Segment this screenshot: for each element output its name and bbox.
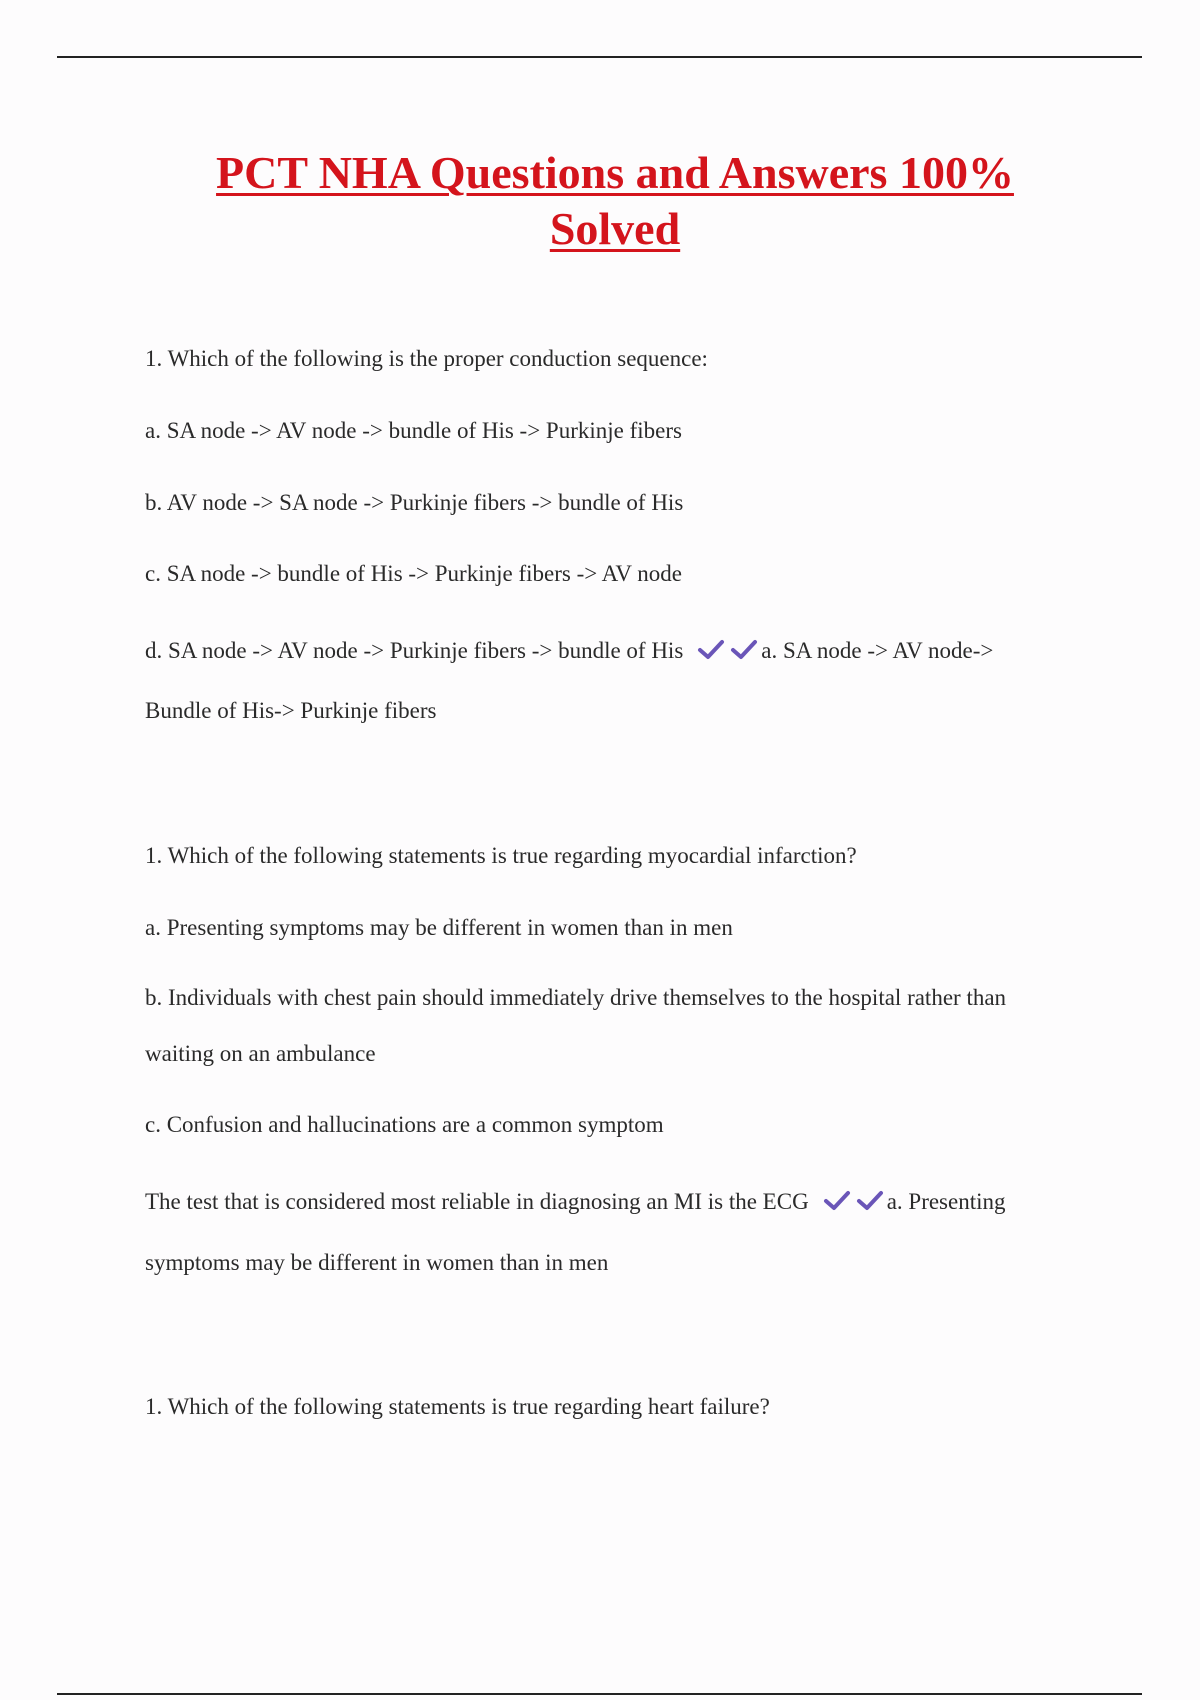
q1-question: 1. Which of the following is the proper conduction sequence: — [145, 346, 708, 371]
q1-answer: a. SA node -> AV node-> — [761, 638, 994, 663]
q1-option-d-row — [145, 636, 993, 669]
bottom-rule — [57, 1693, 1142, 1695]
q1-option-c: c. SA node -> bundle of His -> Purkinje fibers -> AV node — [145, 561, 682, 586]
q2-answer: a. Presenting — [886, 1189, 1006, 1214]
q2-option-c: c. Confusion and hallucinations are a common symptom — [145, 1112, 664, 1137]
title-line-1: PCT NHA Questions and Answers 100% — [216, 147, 1014, 198]
title-line-2: Solved — [549, 203, 681, 254]
q2-option-b-continued: waiting on an ambulance — [145, 1041, 376, 1066]
q1-option-b: b. AV node -> SA node -> Purkinje fibers -> bundle of His — [145, 490, 684, 515]
q2-answer-continued: symptoms may be different in women than in men — [145, 1250, 609, 1275]
top-rule — [57, 56, 1142, 58]
q3-question: 1. Which of the following statements is true regarding heart failure? — [145, 1394, 770, 1419]
double-checkmark-icon — [823, 1188, 885, 1220]
q1-option-d: d. SA node -> AV node -> Purkinje fibers -> bundle of His — [145, 638, 684, 663]
q1-answer-continued: Bundle of His-> Purkinje fibers — [145, 698, 437, 723]
q2-option-b: b. Individuals with chest pain should immediately drive themselves to the hospital rather than — [145, 985, 1007, 1010]
q2-option-d: The test that is considered most reliable in diagnosing an MI is the ECG — [145, 1189, 809, 1214]
document-title — [100, 145, 1130, 257]
q2-question: 1. Which of the following statements is true regarding myocardial infarction? — [145, 843, 857, 868]
q2-option-d-row — [145, 1187, 1006, 1220]
double-checkmark-icon — [697, 637, 759, 669]
q1-option-a: a. SA node -> AV node -> bundle of His -> Purkinje fibers — [145, 418, 682, 443]
q2-option-a: a. Presenting symptoms may be different in women than in men — [145, 915, 733, 940]
